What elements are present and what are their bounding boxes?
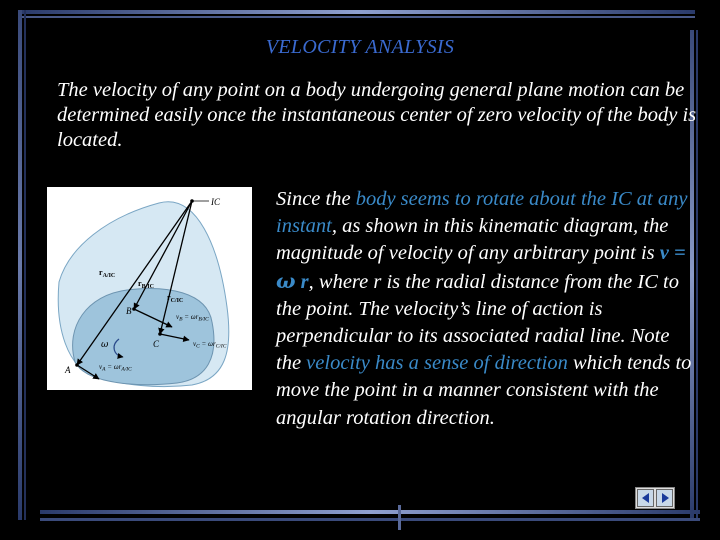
label-v-a-main: v bbox=[99, 363, 103, 371]
label-r-a-ic-main: r bbox=[99, 268, 103, 277]
kinematic-diagram-svg bbox=[47, 187, 252, 390]
equation-v: v = bbox=[659, 242, 686, 265]
frame-left bbox=[18, 10, 22, 520]
label-c: C bbox=[153, 339, 160, 349]
label-v-a-eq-sub: A/IC bbox=[121, 366, 132, 373]
body-text-1: Since the bbox=[276, 188, 356, 210]
ic-point bbox=[190, 199, 194, 203]
label-r-b-ic-sub: B/IC bbox=[141, 284, 154, 290]
prev-slide-button[interactable] bbox=[637, 489, 654, 507]
label-b: B bbox=[126, 306, 132, 316]
label-omega: ω bbox=[101, 340, 109, 350]
frame-top-inner bbox=[20, 16, 695, 18]
equation-omega: ω bbox=[276, 268, 296, 293]
frame-tick bbox=[398, 505, 401, 530]
rigid-body-shape bbox=[73, 289, 214, 385]
body-paragraph bbox=[276, 186, 696, 432]
kinematic-diagram bbox=[47, 187, 252, 390]
label-v-c-eq: = ωr bbox=[199, 340, 216, 348]
body-text-2: , as shown in this kinematic diagram, the magnitude of velocity of any arbitrary point is bbox=[276, 215, 669, 265]
label-r-c-ic-sub: C/IC bbox=[170, 298, 184, 304]
point-b bbox=[132, 307, 136, 311]
label-a: A bbox=[65, 365, 71, 375]
intro-paragraph: The velocity of any point on a body undergoing general plane motion can be determined easily once the instantaneous center of zero velocity of the body is located. bbox=[57, 79, 697, 151]
frame-bottom bbox=[40, 510, 700, 514]
label-v-b-eq-sub: B/IC bbox=[198, 316, 209, 323]
equation-r: r bbox=[295, 270, 309, 293]
label-r-b-ic-main: r bbox=[138, 279, 142, 288]
label-r-a-ic-sub: A/IC bbox=[102, 273, 116, 279]
slide-title: VELOCITY ANALYSIS bbox=[265, 36, 455, 58]
label-v-c-sub: C bbox=[196, 343, 200, 350]
frame-top bbox=[20, 10, 695, 14]
frame-left-inner bbox=[24, 10, 26, 520]
point-c bbox=[158, 332, 162, 336]
triangle-left-icon bbox=[640, 492, 652, 504]
label-v-c-main: v bbox=[193, 340, 197, 348]
label-v-a-sub: A bbox=[102, 366, 106, 373]
label-r-c-ic-main: r bbox=[167, 293, 171, 302]
label-v-b-main: v bbox=[176, 313, 180, 321]
frame-bottom-inner bbox=[40, 518, 700, 521]
triangle-right-icon bbox=[659, 492, 671, 504]
body-text-4: which tends to move the point in a manner consistent with the angular rotation direction. bbox=[276, 352, 692, 429]
body-text-3: , where r is the radial distance from the IC to the point. The velocity’s line of action is perpendicular to its associated radial line. Note the bbox=[276, 270, 679, 375]
label-v-b-sub: B bbox=[179, 316, 183, 323]
label-v-a-eq: = ωr bbox=[105, 363, 122, 371]
highlight-velocity-direction: velocity has a sense of direction bbox=[306, 352, 568, 375]
next-slide-button[interactable] bbox=[656, 489, 673, 507]
label-ic: IC bbox=[211, 197, 220, 207]
label-v-c-eq-sub: C/IC bbox=[215, 343, 227, 350]
label-v-b-eq: = ωr bbox=[182, 313, 199, 321]
highlight-body-rotate: body seems to rotate about the IC at any instant bbox=[276, 188, 688, 238]
point-a bbox=[75, 363, 79, 367]
slide-navigation bbox=[635, 487, 675, 509]
